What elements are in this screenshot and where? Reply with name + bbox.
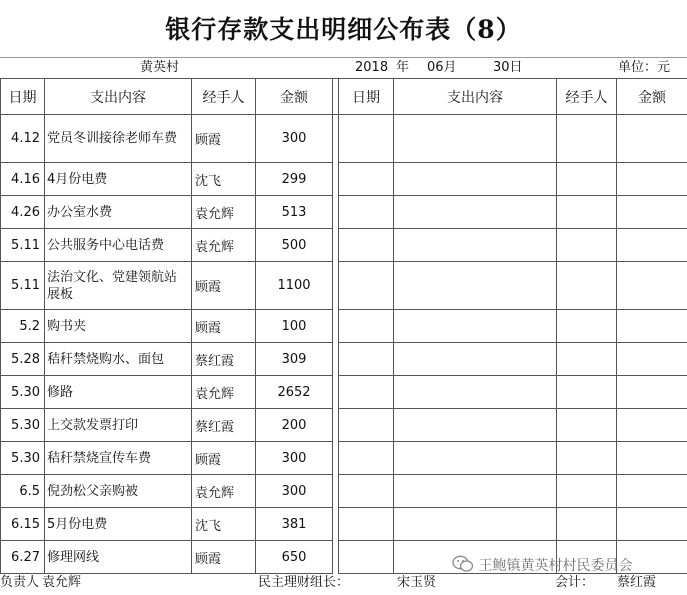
empty-cell — [617, 508, 687, 541]
finance-leader-label: 民主理财组长： — [258, 575, 350, 590]
report-year: 2018 — [355, 60, 389, 75]
row-handler: 顾霞 — [192, 541, 256, 574]
empty-cell — [394, 262, 557, 310]
row-handler: 袁允辉 — [192, 475, 256, 508]
empty-cell — [394, 196, 557, 229]
row-date: 6.27 — [1, 541, 45, 574]
row-content: 法治文化、党建领航站展板 — [45, 262, 192, 310]
report-day: 30日 — [493, 60, 523, 75]
empty-cell — [557, 376, 617, 409]
row-content: 秸秆禁烧购水、面包 — [45, 343, 192, 376]
table-header-row — [1, 79, 687, 115]
empty-cell — [617, 376, 687, 409]
col-header-amount-right: 金额 — [617, 79, 687, 115]
empty-cell — [557, 196, 617, 229]
row-handler: 沈飞 — [192, 508, 256, 541]
row-amount: 381 — [256, 508, 333, 541]
row-amount: 1100 — [256, 262, 333, 310]
row-content: 上交款发票打印 — [45, 409, 192, 442]
empty-cell — [617, 310, 687, 343]
leader-label: 负责人 — [0, 575, 40, 590]
accountant-name: 蔡红霞 — [617, 575, 657, 590]
empty-cell — [557, 409, 617, 442]
empty-cell — [394, 508, 557, 541]
empty-cell — [339, 409, 394, 442]
empty-cell — [394, 343, 557, 376]
table-row — [1, 409, 687, 442]
col-header-handler: 经手人 — [192, 79, 256, 115]
row-handler: 顾霞 — [192, 115, 256, 163]
empty-cell — [394, 229, 557, 262]
row-date: 5.30 — [1, 442, 45, 475]
watermark — [452, 555, 632, 575]
empty-cell — [617, 163, 687, 196]
row-content: 5月份电费 — [45, 508, 192, 541]
table-row — [1, 310, 687, 343]
row-content: 党员冬训接徐老师车费 — [45, 115, 192, 163]
row-content: 修路 — [45, 376, 192, 409]
row-content: 倪劲松父亲购被 — [45, 475, 192, 508]
empty-cell — [339, 442, 394, 475]
row-handler: 沈飞 — [192, 163, 256, 196]
row-amount: 100 — [256, 310, 333, 343]
empty-cell — [557, 115, 617, 163]
row-content: 购书夹 — [45, 310, 192, 343]
row-handler: 蔡红霞 — [192, 343, 256, 376]
row-content: 4月份电费 — [45, 163, 192, 196]
empty-cell — [339, 163, 394, 196]
row-amount: 650 — [256, 541, 333, 574]
table-row — [1, 376, 687, 409]
report-month: 06月 — [427, 60, 457, 75]
row-date: 5.2 — [1, 310, 45, 343]
unit-label: 单位：元 — [618, 60, 671, 75]
row-amount: 2652 — [256, 376, 333, 409]
accountant-label: 会计： — [555, 575, 595, 590]
row-date: 5.30 — [1, 376, 45, 409]
col-header-content-right: 支出内容 — [394, 79, 557, 115]
row-amount: 300 — [256, 475, 333, 508]
table-row — [1, 508, 687, 541]
table-row — [1, 262, 687, 310]
report-year-unit: 年 — [396, 60, 410, 75]
row-handler: 顾霞 — [192, 442, 256, 475]
empty-cell — [339, 262, 394, 310]
empty-cell — [339, 508, 394, 541]
empty-cell — [557, 343, 617, 376]
row-amount: 513 — [256, 196, 333, 229]
row-date: 5.11 — [1, 229, 45, 262]
header-top-rule — [0, 57, 687, 58]
empty-cell — [394, 409, 557, 442]
row-date: 4.12 — [1, 115, 45, 163]
empty-cell — [339, 196, 394, 229]
empty-cell — [339, 376, 394, 409]
table-row — [1, 229, 687, 262]
row-handler: 袁允辉 — [192, 376, 256, 409]
empty-cell — [617, 343, 687, 376]
col-header-content: 支出内容 — [45, 79, 192, 115]
empty-cell — [557, 262, 617, 310]
table-row — [1, 196, 687, 229]
row-handler: 顾霞 — [192, 262, 256, 310]
table-row — [1, 115, 687, 163]
row-date: 4.16 — [1, 163, 45, 196]
empty-cell — [394, 310, 557, 343]
empty-cell — [339, 310, 394, 343]
row-handler: 顾霞 — [192, 310, 256, 343]
row-handler: 袁允辉 — [192, 229, 256, 262]
row-content: 办公室水费 — [45, 196, 192, 229]
wechat-icon — [452, 558, 478, 574]
finance-leader-name: 宋玉贤 — [397, 575, 437, 590]
row-date: 5.30 — [1, 409, 45, 442]
row-amount: 200 — [256, 409, 333, 442]
col-header-amount: 金额 — [256, 79, 333, 115]
table-row — [1, 343, 687, 376]
empty-cell — [617, 475, 687, 508]
empty-cell — [617, 262, 687, 310]
empty-cell — [617, 409, 687, 442]
row-amount: 299 — [256, 163, 333, 196]
expense-table — [0, 78, 687, 574]
village-name: 黄英村 — [140, 60, 180, 75]
row-content: 修理网线 — [45, 541, 192, 574]
empty-cell — [617, 442, 687, 475]
row-handler: 袁允辉 — [192, 196, 256, 229]
watermark-text: 王鲍镇黄英村村民委员会 — [478, 558, 633, 574]
empty-cell — [394, 376, 557, 409]
empty-cell — [557, 163, 617, 196]
page-title: 银行存款支出明细公布表（8） — [165, 15, 522, 44]
empty-cell — [394, 115, 557, 163]
empty-cell — [557, 508, 617, 541]
empty-cell — [394, 475, 557, 508]
col-header-handler-right: 经手人 — [557, 79, 617, 115]
empty-cell — [617, 229, 687, 262]
row-date: 5.28 — [1, 343, 45, 376]
row-amount: 500 — [256, 229, 333, 262]
empty-cell — [557, 475, 617, 508]
col-header-date-right: 日期 — [339, 79, 394, 115]
table-row — [1, 475, 687, 508]
empty-cell — [339, 541, 394, 574]
col-header-date: 日期 — [1, 79, 45, 115]
empty-cell — [617, 115, 687, 163]
empty-cell — [339, 475, 394, 508]
row-handler: 蔡红霞 — [192, 409, 256, 442]
empty-cell — [557, 310, 617, 343]
empty-cell — [394, 442, 557, 475]
table-row — [1, 442, 687, 475]
empty-cell — [339, 343, 394, 376]
row-date: 6.15 — [1, 508, 45, 541]
empty-cell — [557, 229, 617, 262]
row-content: 公共服务中心电话费 — [45, 229, 192, 262]
row-content: 秸秆禁烧宣传车费 — [45, 442, 192, 475]
empty-cell — [557, 442, 617, 475]
row-date: 4.26 — [1, 196, 45, 229]
leader-name: 袁允辉 — [42, 575, 82, 590]
row-amount: 300 — [256, 442, 333, 475]
empty-cell — [339, 115, 394, 163]
empty-cell — [394, 163, 557, 196]
row-amount: 309 — [256, 343, 333, 376]
empty-cell — [617, 196, 687, 229]
row-date: 6.5 — [1, 475, 45, 508]
table-row — [1, 163, 687, 196]
row-amount: 300 — [256, 115, 333, 163]
row-date: 5.11 — [1, 262, 45, 310]
empty-cell — [339, 229, 394, 262]
